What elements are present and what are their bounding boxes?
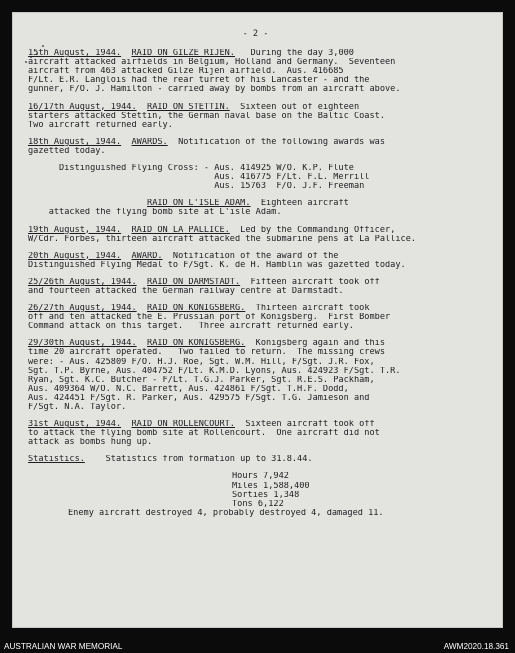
entry [28, 339, 483, 412]
entry-text: W/Cdr. Forbes, thirteen aircraft attacked the submarine pens at La Pallice. [28, 234, 417, 244]
entry-title: RAID ON GILZE RIJEN. [131, 49, 235, 59]
entry-date: 25/26th August, 1944. [28, 277, 137, 287]
entry [28, 199, 483, 217]
text-line [28, 103, 483, 112]
entry-date: 19th August, 1944. [28, 225, 122, 235]
text-line [28, 252, 483, 261]
entry-text: time 20 aircraft operated. Two failed to return. The missing crews [28, 348, 385, 358]
entry-text: Two aircraft returned early. [28, 120, 173, 130]
entry-title: RAID ON KONIGSBERG. [147, 304, 246, 314]
entry [28, 252, 483, 270]
text-line [28, 348, 483, 357]
entry [28, 304, 483, 331]
entry [28, 455, 483, 464]
entry-title: AWARDS. [131, 137, 168, 147]
document-page [12, 12, 503, 628]
entry-text: During the day 3,000 [234, 49, 354, 59]
text-line [28, 76, 483, 85]
text-line [28, 313, 483, 322]
entry [28, 226, 483, 244]
entry-text: F/Lt. E.R. Langlois had the rear turret of his Lancaster - and the [28, 76, 370, 86]
entry-text: Eighteen aircraft [250, 199, 349, 209]
entry-text: Command attack on this target. Three aircraft returned early. [28, 322, 354, 332]
stat-hours: Hours 7,942 [232, 472, 289, 482]
text-line [28, 226, 483, 235]
entry-text: Aus. 409364 W/O. N.C. Barrett, Aus. 424861 F/Sgt. T.H.F. Dodd, [28, 384, 349, 394]
entry-text: and fourteen attacked the German railway centre at Darmstadt. [28, 286, 344, 296]
entry-text: Aus. 15763 F/O. J.F. Freeman [28, 182, 365, 192]
entry-text: Sixteen out of eighteen [229, 102, 360, 112]
entry-date: 16/17th August, 1944. [28, 102, 137, 112]
entry-text: gazetted today. [28, 146, 106, 156]
entry [28, 138, 483, 156]
text-line [28, 429, 483, 438]
text-line [28, 261, 483, 270]
entry-text: aircraft attacked airfields in Belgium, Holland and Germany. Seventeen [28, 58, 396, 68]
text-line [28, 208, 483, 217]
text-line [28, 112, 483, 121]
entry-text: Notification of the award of the [162, 251, 339, 261]
entry-date: 29/30th August, 1944. [28, 339, 137, 349]
stat-miles: Miles 1,588,400 [232, 481, 310, 491]
entry-date: 20th August, 1944. [28, 251, 122, 261]
text-line [28, 304, 483, 313]
entry-text: Konigsberg again and this [245, 339, 386, 349]
text-line [28, 394, 483, 403]
entry-text: to attack the flying bomb site at Rollencourt. One aircraft did not [28, 429, 380, 439]
text-line [28, 58, 483, 67]
entry-text: Ryan, Sgt. K.C. Butcher - F/Lt. T.G.J. Parker, Sgt. R.E.S. Packham, [28, 375, 375, 385]
footer-left-label: AUSTRALIAN WAR MEMORIAL [4, 642, 123, 651]
text-line [28, 385, 483, 394]
enemy-aircraft-line: Enemy aircraft destroyed 4, probably destroyed 4, damaged 11. [68, 508, 384, 518]
entry-text: attacked the flying bomb site at L'isle Adam. [28, 208, 282, 218]
entry-text: Sixteen aircraft took off [234, 420, 375, 430]
text-line [28, 455, 483, 464]
text-line [28, 287, 483, 296]
document-text [28, 30, 483, 518]
text-line [28, 85, 483, 94]
entry-text: F/Sgt. N.A. Taylor. [28, 403, 127, 412]
entry [28, 103, 483, 130]
text-line [28, 367, 483, 376]
footer [0, 628, 515, 653]
entry-text: Distinguished Flying Medal to F/Sgt. K. de H. Hamblin was gazetted today. [28, 260, 406, 270]
entry [28, 164, 483, 191]
entry-title: RAID ON KONIGSBERG. [147, 339, 246, 349]
text-line [28, 49, 483, 58]
entry-text: Distinguished Flying Cross: - Aus. 414925 W/O. K.P. Flute [28, 164, 354, 174]
stat-sorties: Sorties 1,348 [232, 490, 300, 500]
entry-text: Statistics from formation up to 31.8.44. [84, 455, 313, 465]
text-line [28, 199, 483, 208]
text-line [28, 138, 483, 147]
text-line [28, 420, 483, 429]
text-line [28, 235, 483, 244]
text-line [28, 376, 483, 385]
entry-text: gunner, F/O. J. Hamilton - carried away by bombs from an aircraft above. [28, 85, 401, 95]
entry-text: attack as bombs hung up. [28, 438, 153, 448]
entry-date: 15th August, 1944. [28, 49, 122, 59]
entry-date: 26/27th August, 1944. [28, 304, 137, 314]
entry-date: 18th August, 1944. [28, 137, 122, 147]
text-line [28, 322, 483, 331]
text-line [28, 67, 483, 76]
entry [28, 278, 483, 296]
entry-text: Notification of the following awards was [167, 137, 386, 147]
entry-title: RAID ON STETTIN. [147, 102, 230, 112]
text-line [28, 173, 483, 182]
entry-text: Sgt. T.P. Byrne, Aus. 404752 F/Lt. K.M.D. Lyons, Aus. 424923 F/Sgt. T.R. [28, 366, 401, 376]
entry-date: 31st August, 1944. [28, 420, 122, 430]
page-number: - 2 - [242, 29, 269, 39]
entry-title: RAID ON LA PALLICE. [131, 225, 230, 235]
text-line [28, 339, 483, 348]
entry-text: starters attacked Stettin, the German naval base on the Baltic Coast. [28, 111, 385, 121]
statistics-block [232, 472, 483, 508]
entry-text: Thirteen aircraft took [245, 304, 370, 314]
stat-tons: Tons 6,122 [232, 499, 284, 509]
text-line [28, 358, 483, 367]
entry-title: RAID ON L'ISLE ADAM. [147, 199, 251, 209]
entry-title: RAID ON ROLLENCOURT. [131, 420, 235, 430]
entry-date: Statistics. [28, 455, 85, 465]
text-line [28, 278, 483, 287]
text-line [28, 147, 483, 156]
text-line [28, 403, 483, 412]
entry-title: RAID ON DARMSTADT. [147, 277, 241, 287]
entry-text: Fifteen aircraft took off [240, 277, 380, 287]
entry-text: Aus. 424451 F/Sgt. R. Parker, Aus. 429575 F/Sgt. T.G. Jamieson and [28, 393, 370, 403]
entry [28, 420, 483, 447]
entry-text: Led by the Commanding Officer, [229, 225, 396, 235]
entry-text: Aus. 416775 F/Lt. F.L. Merrill [28, 173, 370, 183]
text-line [28, 164, 483, 173]
text-line [28, 182, 483, 191]
text-line [28, 121, 483, 130]
entries [28, 49, 483, 464]
text-line [28, 438, 483, 447]
indent [28, 199, 137, 208]
entry [28, 49, 483, 94]
entry-title: AWARD. [131, 251, 163, 261]
entry-text: off and ten attacked the E. Prussian port of Konigsberg. First Bomber [28, 313, 391, 323]
footer-right-label: AWM2020.18.361 [443, 642, 509, 651]
entry-text: were: - Aus. 425809 F/O. H.J. Roe, Sgt. W.M. Hill, F/Sgt. J.R. Fox, [28, 357, 375, 367]
entry-text: aircraft from 463 attacked Gilze Rijen airfield. Aus. 416685 [28, 67, 344, 77]
